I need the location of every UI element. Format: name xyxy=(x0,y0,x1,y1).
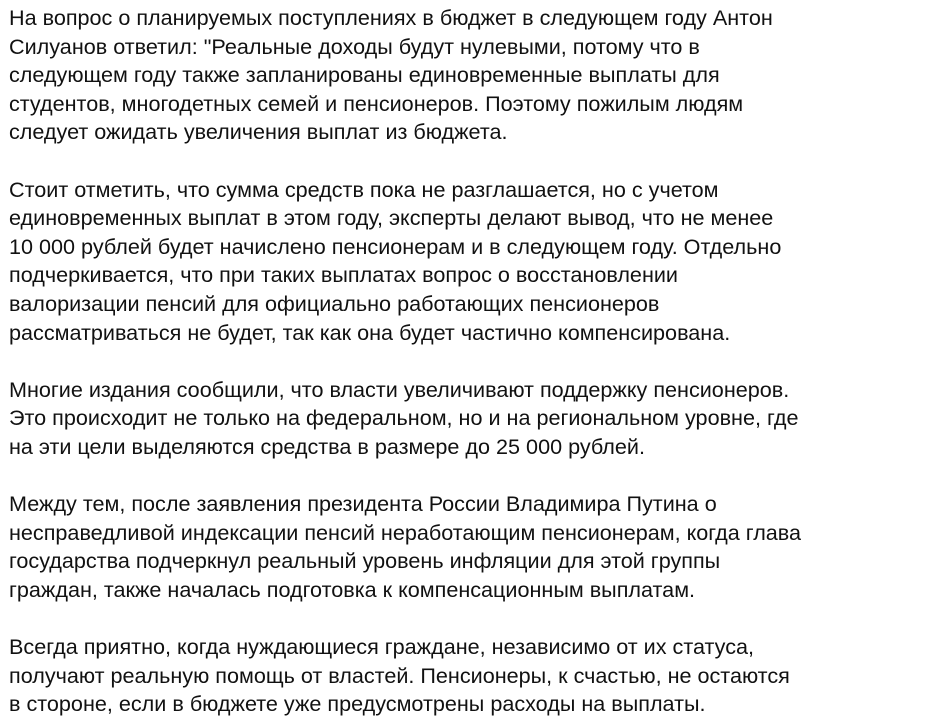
text-line: рассматриваться не будет, так как она будет частично компенсирована. xyxy=(9,319,731,345)
text-line: 10 000 рублей будет начислено пенсионерам и в следующем году. Отдельно xyxy=(9,233,782,259)
text-line: несправедливой индексации пенсий неработающим пенсионерам, когда глава xyxy=(9,519,802,545)
text-line: в стороне, если в бюджете уже предусмотрены расходы на выплаты. xyxy=(9,691,706,717)
text-line: единовременных выплат в этом году, эксперты делают вывод, что не менее xyxy=(9,205,774,231)
text-line: Силуанов ответил: "Реальные доходы будут нулевыми, потому что в xyxy=(9,33,700,59)
text-line: следует ожидать увеличения выплат из бюджета. xyxy=(9,119,508,145)
paragraph-compensation xyxy=(9,490,944,604)
text-line: валоризации пенсий для официально работающих пенсионеров xyxy=(9,290,660,316)
text-line: Между тем, после заявления президента России Владимира Путина о xyxy=(9,491,717,517)
text-line: Многие издания сообщили, что власти увеличивают поддержку пенсионеров. xyxy=(9,376,790,402)
text-line: Стоит отметить, что сумма средств пока не разглашается, но с учетом xyxy=(9,176,719,202)
text-line: следующем году также запланированы единовременные выплаты для xyxy=(9,62,720,88)
text-line: Это происходит не только на федеральном, но и на региональном уровне, где xyxy=(9,405,799,431)
text-line: подчеркивается, что при таких выплатах вопрос о восстановлении xyxy=(9,262,678,288)
paragraph-budget-revenues xyxy=(9,4,944,147)
paragraph-payment-amount xyxy=(9,176,944,348)
text-line: на эти цели выделяются средства в размере до 25 000 рублей. xyxy=(9,433,645,459)
text-line: На вопрос о планируемых поступлениях в бюджет в следующем году Антон xyxy=(9,5,773,30)
text-line: граждан, также началась подготовка к компенсационным выплатам. xyxy=(9,576,696,602)
paragraph-regional-support xyxy=(9,376,944,462)
text-line: получают реальную помощь от властей. Пенсионеры, к счастью, не остаются xyxy=(9,662,790,688)
paragraph-conclusion xyxy=(9,633,944,719)
text-line: студентов, многодетных семей и пенсионеров. Поэтому пожилым людям xyxy=(9,90,744,116)
text-line: Всегда приятно, когда нуждающиеся граждане, независимо от их статуса, xyxy=(9,634,755,660)
text-line: государства подчеркнул реальный уровень инфляции для этой группы xyxy=(9,548,721,574)
